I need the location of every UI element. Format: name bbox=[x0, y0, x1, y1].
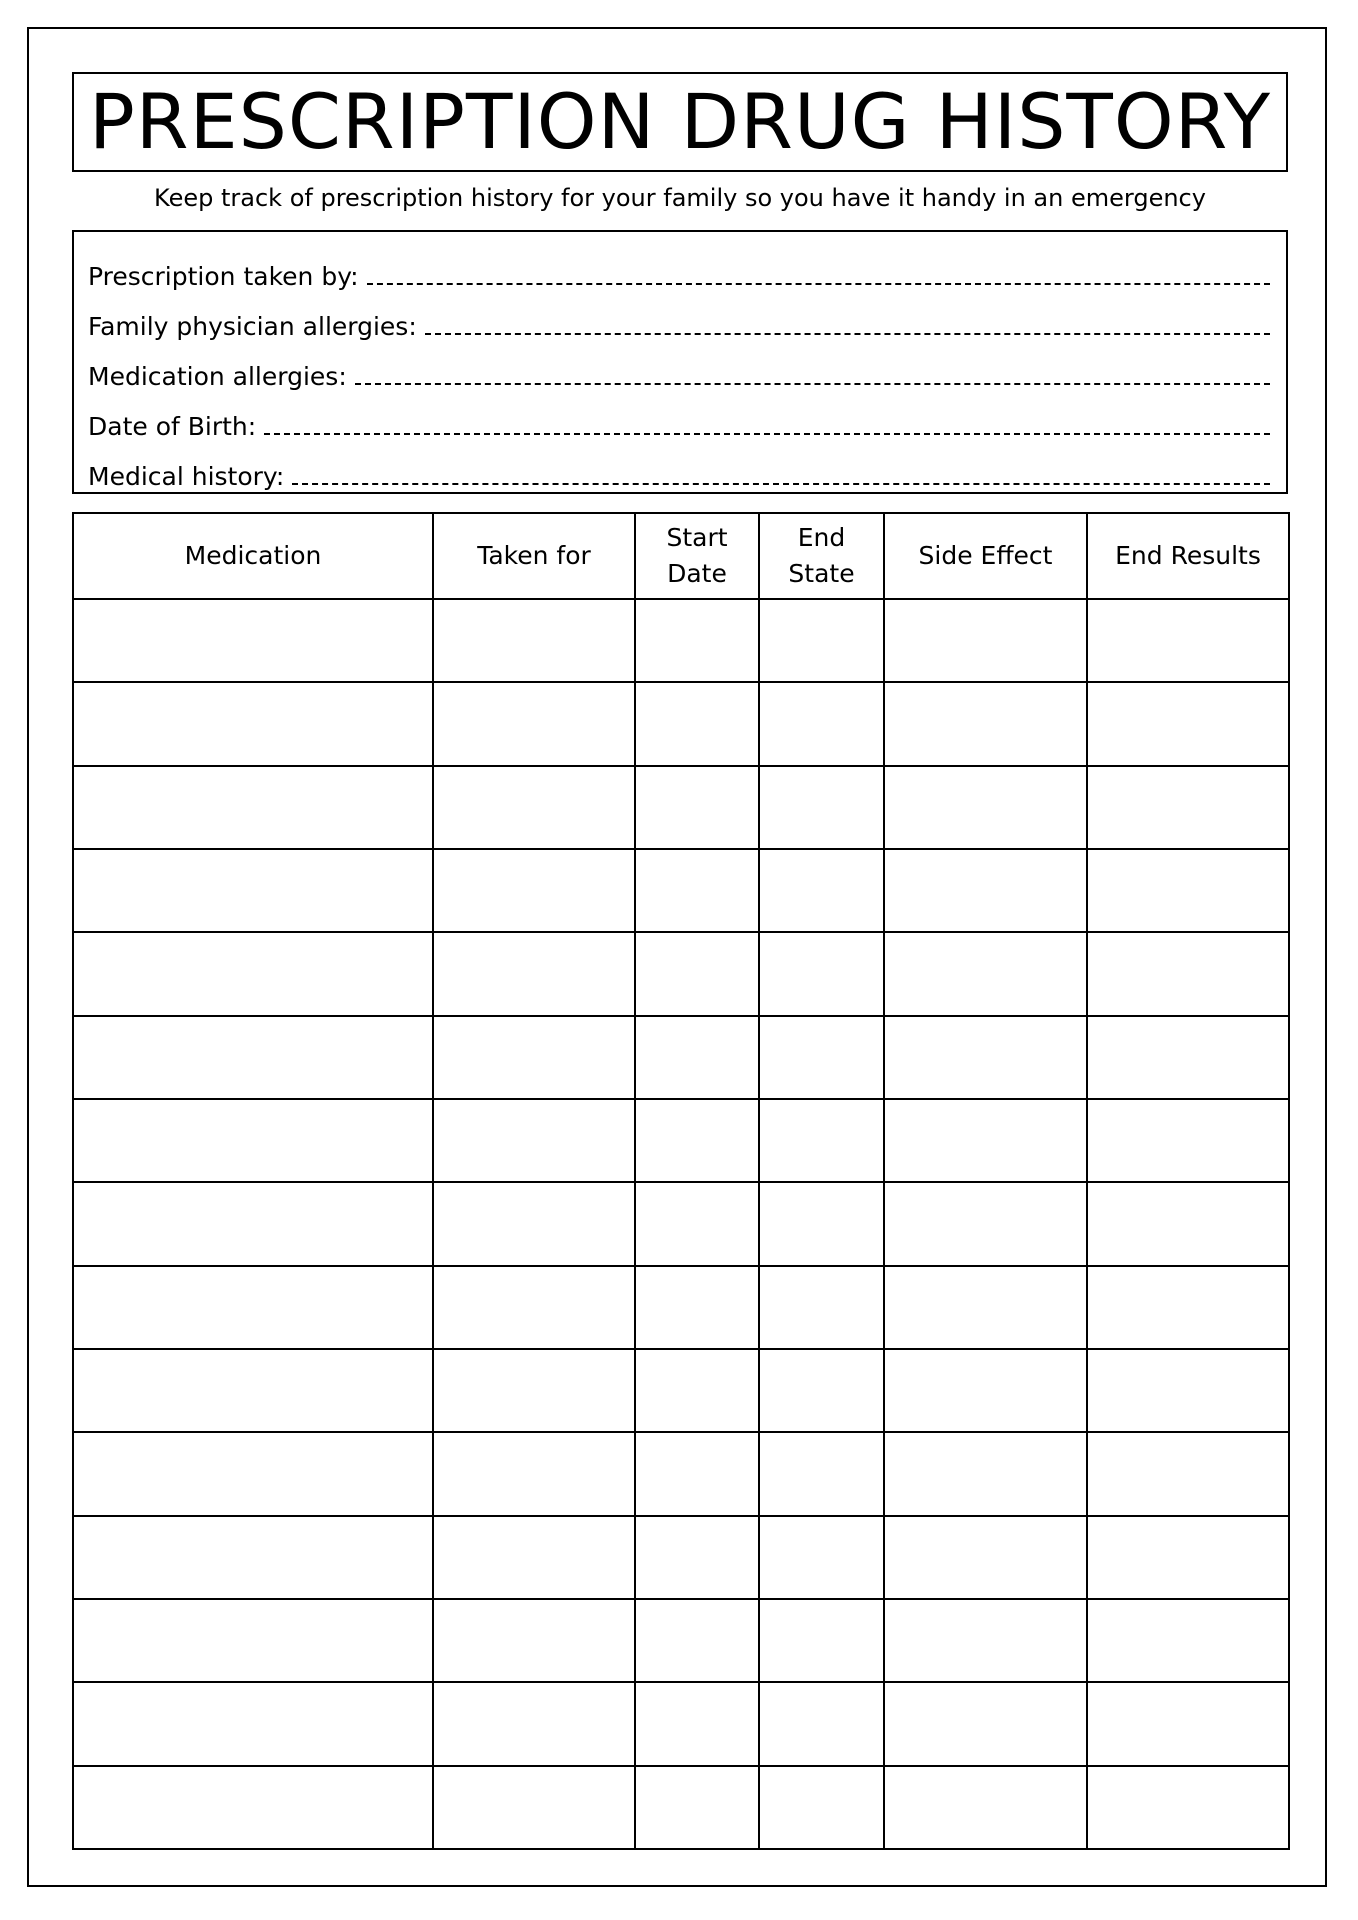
table-cell[interactable] bbox=[635, 1182, 759, 1265]
table-cell[interactable] bbox=[635, 849, 759, 932]
field-date-of-birth[interactable] bbox=[88, 392, 1270, 442]
table-cell[interactable] bbox=[635, 1266, 759, 1349]
column-header-taken-for: Taken for bbox=[433, 513, 635, 599]
field-label: Family physician allergies: bbox=[88, 312, 417, 341]
table-cell[interactable] bbox=[73, 932, 433, 1015]
table-row bbox=[73, 1182, 1289, 1265]
table-cell[interactable] bbox=[884, 599, 1087, 682]
table-row bbox=[73, 1016, 1289, 1099]
table-cell[interactable] bbox=[73, 1099, 433, 1182]
table-row bbox=[73, 849, 1289, 932]
table-cell[interactable] bbox=[1087, 1182, 1289, 1265]
table-cell[interactable] bbox=[1087, 1766, 1289, 1849]
table-cell[interactable] bbox=[433, 1682, 635, 1765]
table-cell[interactable] bbox=[1087, 1432, 1289, 1515]
table-cell[interactable] bbox=[635, 1349, 759, 1432]
field-label: Medication allergies: bbox=[88, 362, 347, 391]
table-cell[interactable] bbox=[1087, 1682, 1289, 1765]
table-cell[interactable] bbox=[759, 682, 884, 765]
table-cell[interactable] bbox=[1087, 682, 1289, 765]
fill-line[interactable] bbox=[292, 483, 1270, 485]
table-header-row bbox=[73, 513, 1289, 599]
table-cell[interactable] bbox=[759, 1766, 884, 1849]
table-cell[interactable] bbox=[73, 1432, 433, 1515]
table-cell[interactable] bbox=[884, 1682, 1087, 1765]
table-cell[interactable] bbox=[73, 849, 433, 932]
field-medical-history[interactable] bbox=[88, 442, 1270, 492]
fill-line[interactable] bbox=[367, 283, 1270, 285]
table-cell[interactable] bbox=[73, 1682, 433, 1765]
table-cell[interactable] bbox=[884, 849, 1087, 932]
table-row bbox=[73, 766, 1289, 849]
table-cell[interactable] bbox=[1087, 1016, 1289, 1099]
table-cell[interactable] bbox=[73, 599, 433, 682]
field-medication-allergies[interactable] bbox=[88, 342, 1270, 392]
table-cell[interactable] bbox=[635, 1099, 759, 1182]
table-row bbox=[73, 1766, 1289, 1849]
table-cell[interactable] bbox=[73, 1016, 433, 1099]
table-cell[interactable] bbox=[884, 1016, 1087, 1099]
page-subtitle: Keep track of prescription history for your family so you have it handy in an emergency bbox=[154, 184, 1206, 212]
personal-info-box bbox=[72, 230, 1288, 494]
table-row bbox=[73, 682, 1289, 765]
table-row bbox=[73, 1599, 1289, 1682]
fill-line[interactable] bbox=[425, 333, 1270, 335]
table-cell[interactable] bbox=[884, 682, 1087, 765]
table-cell[interactable] bbox=[884, 766, 1087, 849]
table-cell[interactable] bbox=[635, 1516, 759, 1599]
table-cell[interactable] bbox=[884, 932, 1087, 1015]
table-cell[interactable] bbox=[759, 1516, 884, 1599]
field-label: Date of Birth: bbox=[88, 412, 257, 441]
field-family-physician-allergies[interactable] bbox=[88, 292, 1270, 342]
table-cell[interactable] bbox=[1087, 1516, 1289, 1599]
table-cell[interactable] bbox=[759, 766, 884, 849]
table-cell[interactable] bbox=[884, 1182, 1087, 1265]
table-cell[interactable] bbox=[759, 1016, 884, 1099]
table-cell[interactable] bbox=[759, 849, 884, 932]
table-cell[interactable] bbox=[635, 1432, 759, 1515]
medication-table bbox=[72, 512, 1290, 1850]
table-cell[interactable] bbox=[635, 682, 759, 765]
field-label: Medical history: bbox=[88, 462, 285, 491]
table-cell[interactable] bbox=[73, 1349, 433, 1432]
table-cell[interactable] bbox=[884, 1099, 1087, 1182]
table-row bbox=[73, 1516, 1289, 1599]
table-row bbox=[73, 1099, 1289, 1182]
table-cell[interactable] bbox=[884, 1349, 1087, 1432]
table-cell[interactable] bbox=[433, 1349, 635, 1432]
table-cell[interactable] bbox=[1087, 1099, 1289, 1182]
table-cell[interactable] bbox=[635, 1766, 759, 1849]
column-header-medication: Medication bbox=[73, 513, 433, 599]
table-cell[interactable] bbox=[884, 1766, 1087, 1849]
table-cell[interactable] bbox=[433, 849, 635, 932]
table-cell[interactable] bbox=[759, 1349, 884, 1432]
table-cell[interactable] bbox=[884, 1516, 1087, 1599]
table-cell[interactable] bbox=[884, 1432, 1087, 1515]
table-cell[interactable] bbox=[1087, 1599, 1289, 1682]
table-cell[interactable] bbox=[433, 682, 635, 765]
table-row bbox=[73, 599, 1289, 682]
table-cell[interactable] bbox=[73, 766, 433, 849]
table-cell[interactable] bbox=[884, 1266, 1087, 1349]
table-cell[interactable] bbox=[759, 1432, 884, 1515]
table-cell[interactable] bbox=[635, 1682, 759, 1765]
field-label: Prescription taken by: bbox=[88, 262, 359, 291]
table-cell[interactable] bbox=[73, 1516, 433, 1599]
table-cell[interactable] bbox=[1087, 849, 1289, 932]
table-cell[interactable] bbox=[635, 1016, 759, 1099]
table-row bbox=[73, 932, 1289, 1015]
table-cell[interactable] bbox=[73, 1266, 433, 1349]
table-cell[interactable] bbox=[433, 1182, 635, 1265]
table-cell[interactable] bbox=[1087, 932, 1289, 1015]
table-cell[interactable] bbox=[1087, 1349, 1289, 1432]
table-body bbox=[73, 599, 1289, 1849]
table-cell[interactable] bbox=[433, 1766, 635, 1849]
table-cell[interactable] bbox=[433, 1099, 635, 1182]
table-cell[interactable] bbox=[433, 1016, 635, 1099]
table-cell[interactable] bbox=[635, 599, 759, 682]
table-cell[interactable] bbox=[635, 766, 759, 849]
fill-line[interactable] bbox=[355, 383, 1270, 385]
table-cell[interactable] bbox=[759, 1682, 884, 1765]
table-cell[interactable] bbox=[759, 1599, 884, 1682]
table-cell[interactable] bbox=[1087, 599, 1289, 682]
table-cell[interactable] bbox=[884, 1599, 1087, 1682]
column-header-end-results: End Results bbox=[1087, 513, 1289, 599]
title-box bbox=[72, 72, 1288, 172]
table-row bbox=[73, 1266, 1289, 1349]
fill-line[interactable] bbox=[264, 433, 1270, 435]
column-header-end-state: End State bbox=[759, 513, 884, 599]
table-cell[interactable] bbox=[433, 1432, 635, 1515]
table-cell[interactable] bbox=[433, 932, 635, 1015]
table-cell[interactable] bbox=[635, 1599, 759, 1682]
table-row bbox=[73, 1432, 1289, 1515]
table-cell[interactable] bbox=[1087, 766, 1289, 849]
table-cell[interactable] bbox=[1087, 1266, 1289, 1349]
table-row bbox=[73, 1349, 1289, 1432]
table-cell[interactable] bbox=[759, 1182, 884, 1265]
page-title: PRESCRIPTION DRUG HISTORY bbox=[88, 77, 1272, 166]
table-cell[interactable] bbox=[433, 766, 635, 849]
table-cell[interactable] bbox=[433, 599, 635, 682]
column-header-start-date: Start Date bbox=[635, 513, 759, 599]
field-prescription-taken-by[interactable] bbox=[88, 242, 1270, 292]
table-cell[interactable] bbox=[433, 1599, 635, 1682]
table-cell[interactable] bbox=[73, 1182, 433, 1265]
table-cell[interactable] bbox=[433, 1266, 635, 1349]
table-cell[interactable] bbox=[73, 682, 433, 765]
table-cell[interactable] bbox=[73, 1599, 433, 1682]
table-cell[interactable] bbox=[759, 932, 884, 1015]
table-cell[interactable] bbox=[759, 1099, 884, 1182]
table-cell[interactable] bbox=[635, 932, 759, 1015]
table-cell[interactable] bbox=[433, 1516, 635, 1599]
table-cell[interactable] bbox=[759, 599, 884, 682]
table-row bbox=[73, 1682, 1289, 1765]
table-cell[interactable] bbox=[73, 1766, 433, 1849]
table-cell[interactable] bbox=[759, 1266, 884, 1349]
column-header-side-effect: Side Effect bbox=[884, 513, 1087, 599]
